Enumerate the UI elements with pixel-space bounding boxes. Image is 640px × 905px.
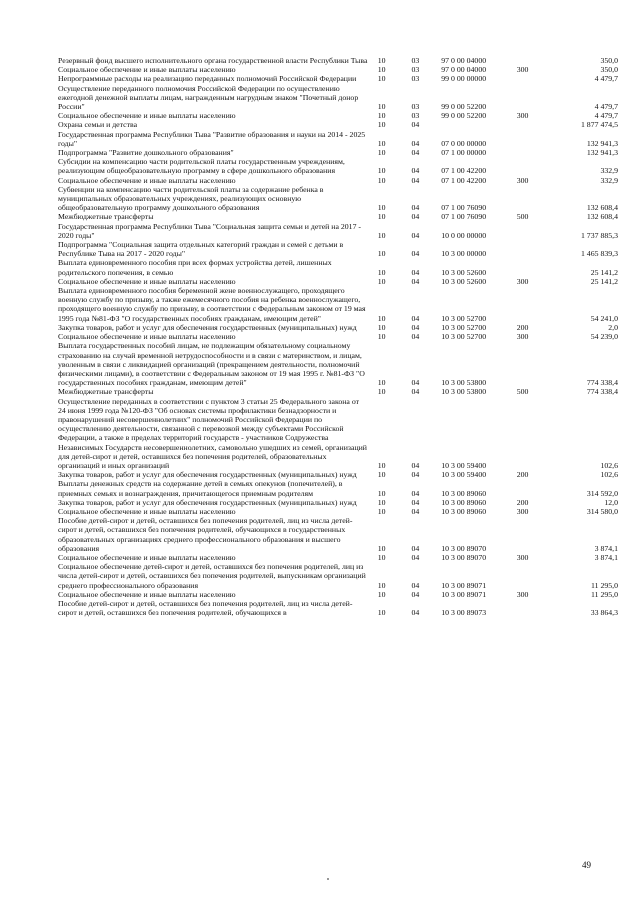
- table-row: [58, 120, 618, 129]
- row-amount: 3 874,1: [594, 543, 618, 553]
- table-row: [58, 599, 618, 617]
- row-name: Закупка товаров, работ и услуг для обеспечения государственных (муниципальных) нужд: [58, 322, 357, 332]
- row-target-article: 07 1 00 76090: [441, 212, 487, 222]
- row-target-article: 10 3 00 00000: [441, 249, 487, 259]
- table-row: [58, 553, 618, 562]
- row-section: 10: [377, 378, 386, 388]
- row-name: Охрана семьи и детства: [58, 120, 138, 130]
- table-row: [58, 185, 618, 213]
- row-name: Межбюджетные трансферты: [58, 212, 154, 222]
- row-amount: 25 141,2: [590, 276, 618, 286]
- row-section: 10: [377, 102, 386, 112]
- row-section: 10: [377, 212, 386, 222]
- table-row: [58, 148, 618, 157]
- row-section: 10: [377, 488, 386, 498]
- row-amount: 132 941,3: [586, 148, 618, 158]
- row-section: 10: [377, 148, 386, 158]
- row-subsection: 04: [411, 249, 420, 259]
- row-target-article: 07 1 00 42200: [441, 166, 487, 176]
- row-amount: 54 241,0: [590, 313, 618, 323]
- row-amount: 11 295,0: [591, 589, 618, 599]
- row-target-article: 10 3 00 89060: [441, 488, 487, 498]
- row-section: 10: [377, 56, 386, 65]
- row-amount: 132 941,3: [586, 138, 618, 148]
- row-subsection: 04: [411, 580, 420, 590]
- row-amount: 3 874,1: [594, 552, 618, 562]
- row-amount: 132 608,4: [586, 212, 618, 222]
- row-subsection: 04: [411, 276, 420, 286]
- row-subsection: 04: [411, 230, 420, 240]
- table-row: [58, 277, 618, 286]
- row-amount: 4 479,7: [594, 111, 618, 121]
- row-subsection: 04: [411, 497, 420, 507]
- row-amount: 54 239,0: [590, 332, 618, 342]
- row-section: 10: [377, 580, 386, 590]
- row-target-article: 10 3 00 59400: [441, 470, 487, 480]
- row-target-article: 10 0 00 00000: [441, 230, 487, 240]
- table-row: [58, 176, 618, 185]
- row-amount: 314 580,0: [586, 506, 618, 516]
- row-target-article: 07 1 00 42200: [441, 175, 487, 185]
- row-name: Непрограммные расходы на реализацию переданных полномочий Российской Федерации: [58, 74, 357, 84]
- row-subsection: 03: [411, 102, 420, 112]
- row-subsection: 04: [411, 148, 420, 158]
- row-name: Осуществление переданного полномочия Российской Федерации по осуществлению ежегодной денежной выплаты лицам, награжденным нагрудным знаком "Почетный донор России": [58, 83, 359, 112]
- row-target-article: 10 3 00 89060: [441, 497, 487, 507]
- table-row: [58, 56, 618, 65]
- row-section: 10: [377, 249, 386, 259]
- table-row: [58, 111, 618, 120]
- row-amount: 12,0: [604, 497, 618, 507]
- row-target-article: 10 3 00 89070: [441, 552, 487, 562]
- row-expense-type: 200: [516, 322, 529, 332]
- row-target-article: 10 3 00 52600: [441, 267, 487, 277]
- row-expense-type: 300: [516, 506, 529, 516]
- row-amount: 1 737 885,3: [580, 230, 618, 240]
- row-section: 10: [377, 608, 386, 618]
- row-name: Социальное обеспечение и иные выплаты населению: [58, 276, 236, 286]
- row-name: Подпрограмма "Социальная защита отдельных категорий граждан и семей с детьми в Республике Тыва на 2017 - 2020 годы": [58, 240, 344, 259]
- table-row: [58, 74, 618, 83]
- row-target-article: 10 3 00 52600: [441, 276, 487, 286]
- row-target-article: 99 0 00 52200: [441, 111, 487, 121]
- row-subsection: 04: [411, 175, 420, 185]
- row-target-article: 10 3 00 52700: [441, 332, 487, 342]
- row-amount: 102,6: [600, 460, 618, 470]
- row-target-article: 10 3 00 89073: [441, 608, 487, 618]
- table-row: [58, 84, 618, 112]
- row-target-article: 10 3 00 53800: [441, 378, 487, 388]
- row-section: 10: [377, 111, 386, 121]
- row-target-article: 97 0 00 04000: [441, 65, 487, 75]
- row-name: Социальное обеспечение и иные выплаты населению: [58, 552, 236, 562]
- row-section: 10: [377, 203, 386, 213]
- row-amount: 102,6: [600, 470, 618, 480]
- row-section: 10: [377, 543, 386, 553]
- row-name: Социальное обеспечение и иные выплаты населению: [58, 65, 236, 75]
- row-subsection: 04: [411, 387, 420, 397]
- row-amount: 132 608,4: [586, 203, 618, 213]
- row-section: 10: [377, 387, 386, 397]
- table-row: [58, 397, 618, 471]
- row-subsection: 03: [411, 56, 420, 65]
- table-row: [58, 590, 618, 599]
- row-subsection: 04: [411, 378, 420, 388]
- row-target-article: 07 1 00 00000: [441, 148, 487, 158]
- table-row: [58, 258, 618, 276]
- row-section: 10: [377, 322, 386, 332]
- row-name: Осуществление переданных в соответствии с пунктом 3 статьи 25 Федерального закона от 24 июня 1999 года №120-ФЗ "Об основах системы профилактики безнадзорности и правонарушений несовершеннолетних" полномочий Российской Федерации по осуществлению деятельности, связанной с перевозкой между субъектами Российской Федерации, а также в пределах территорий государств - участников Содружества Независимых Государств несовершеннолетних, самовольно ушедших из семей, организаций для детей-сирот и детей, оставшихся без попечения родителей, образовательных организаций и иных организаций: [58, 396, 367, 470]
- row-section: 10: [377, 120, 386, 130]
- row-amount: 314 592,0: [586, 488, 618, 498]
- row-target-article: 97 0 00 04000: [441, 56, 487, 65]
- row-section: 10: [377, 138, 386, 148]
- row-subsection: 04: [411, 470, 420, 480]
- row-amount: 4 479,7: [594, 74, 618, 84]
- row-amount: 350,0: [600, 56, 618, 65]
- row-target-article: 99 0 00 00000: [441, 74, 487, 84]
- row-amount: 33 864,3: [590, 608, 618, 618]
- row-name: Резервный фонд высшего исполнительного органа государственной власти Республики Тыва: [58, 56, 368, 65]
- row-expense-type: 300: [516, 65, 529, 75]
- row-subsection: 04: [411, 313, 420, 323]
- row-name: Социальное обеспечение детей-сирот и детей, оставшихся без попечения родителей, лиц из числа детей-сирот и детей, оставшихся без попечения родителей, выпускникам организаций среднего профессионального образования: [58, 562, 366, 590]
- row-expense-type: 500: [516, 387, 529, 397]
- row-amount: 774 338,4: [586, 387, 618, 397]
- row-subsection: 04: [411, 166, 420, 176]
- row-amount: 774 338,4: [586, 378, 618, 388]
- row-section: 10: [377, 506, 386, 516]
- row-name: Закупка товаров, работ и услуг для обеспечения государственных (муниципальных) нужд: [58, 470, 357, 480]
- table-row: [58, 240, 618, 258]
- row-name: Пособие детей-сирот и детей, оставшихся без попечения родителей, лиц из числа детей-сирот и детей, оставшихся без попечения родителей, обучающихся в государственных образовательных организациях среднего профессионального образования и высшего образования: [58, 516, 353, 553]
- row-name: Социальное обеспечение и иные выплаты населению: [58, 506, 236, 516]
- table-row: [58, 323, 618, 332]
- row-section: 10: [377, 65, 386, 75]
- row-name: Межбюджетные трансферты: [58, 387, 154, 397]
- table-row: [58, 562, 618, 590]
- row-section: 10: [377, 470, 386, 480]
- row-name: Социальное обеспечение и иные выплаты населению: [58, 175, 236, 185]
- row-subsection: 04: [411, 120, 420, 130]
- table-row: [58, 507, 618, 516]
- table-row: [58, 157, 618, 175]
- row-amount: 350,0: [600, 65, 618, 75]
- row-amount: 332,9: [600, 175, 618, 185]
- row-name: Государственная программа Республики Тыва "Социальная защита семьи и детей на 2017 - 2020 годы": [58, 221, 362, 240]
- page-number: 49: [582, 860, 591, 870]
- row-section: 10: [377, 460, 386, 470]
- row-expense-type: 500: [516, 212, 529, 222]
- row-amount: 25 141,2: [590, 267, 618, 277]
- row-name: Социальное обеспечение и иные выплаты населению: [58, 589, 236, 599]
- row-subsection: 04: [411, 488, 420, 498]
- row-target-article: 10 3 00 52700: [441, 313, 487, 323]
- row-subsection: 04: [411, 506, 420, 516]
- row-subsection: 03: [411, 65, 420, 75]
- row-subsection: 04: [411, 589, 420, 599]
- row-name: Закупка товаров, работ и услуг для обеспечения государственных (муниципальных) нужд: [58, 497, 357, 507]
- row-expense-type: 300: [516, 175, 529, 185]
- row-amount: 1 877 474,5: [580, 120, 618, 130]
- row-name: Выплата единовременного пособия беременной жене военнослужащего, проходящего военную службу по призыву, а также ежемесячного пособия на ребенка военнослужащего, проходящего военную службу по призыву, в соответствии с Федеральным законом от 19 мая 1995 года №81-ФЗ "О государственных пособиях гражданам, имеющим детей": [58, 286, 366, 323]
- row-subsection: 04: [411, 322, 420, 332]
- row-target-article: 10 3 00 89071: [441, 580, 487, 590]
- row-target-article: 10 3 00 52700: [441, 322, 487, 332]
- row-section: 10: [377, 74, 386, 84]
- row-expense-type: 300: [516, 552, 529, 562]
- row-section: 10: [377, 230, 386, 240]
- row-expense-type: 300: [516, 589, 529, 599]
- table-row: [58, 387, 618, 396]
- row-target-article: 10 3 00 89070: [441, 543, 487, 553]
- table-row: [58, 479, 618, 497]
- row-expense-type: 300: [516, 111, 529, 121]
- row-amount: 4 479,7: [594, 102, 618, 112]
- table-row: [58, 516, 618, 553]
- row-subsection: 04: [411, 267, 420, 277]
- row-section: 10: [377, 589, 386, 599]
- row-name: Пособие детей-сирот и детей, оставшихся без попечения родителей, лиц из числа детей-сирот и детей, оставшихся без попечения родителей, обучающихся в: [58, 598, 353, 618]
- table-row: [58, 130, 618, 148]
- budget-table: [58, 56, 618, 617]
- row-subsection: 03: [411, 74, 420, 84]
- row-section: 10: [377, 166, 386, 176]
- row-section: 10: [377, 267, 386, 277]
- row-amount: 11 295,0: [591, 580, 618, 590]
- scan-speck: [327, 878, 329, 880]
- row-subsection: 04: [411, 212, 420, 222]
- row-target-article: 10 3 00 89060: [441, 506, 487, 516]
- row-expense-type: 200: [516, 497, 529, 507]
- table-row: [58, 212, 618, 221]
- table-row: [58, 332, 618, 341]
- row-target-article: 07 0 00 00000: [441, 138, 487, 148]
- row-name: Выплаты денежных средств на содержание детей в семьях опекунов (попечителей), в приемных семьях и вознаграждения, причитающегося приемным родителям: [58, 479, 343, 498]
- row-amount: 1 465 839,3: [580, 249, 618, 259]
- row-name: Субсидии на компенсацию части родительской платы государственным учреждениям, реализующим общеобразовательную программу в сфере дошкольного образования: [58, 157, 345, 176]
- table-row: [58, 286, 618, 323]
- table-row: [58, 222, 618, 240]
- row-section: 10: [377, 276, 386, 286]
- row-name: Выплата государственных пособий лицам, не подлежащим обязательному социальному страхованию на случай временной нетрудоспособности и в связи с материнством, и лицам, уволенным в связи с ликвидацией организаций (прекращением деятельности, полномочий физическими лицами), в соответствии с Федеральным законом от 19 мая 1995 г. №81-ФЗ "О государственных пособиях гражданам, имеющим детей": [58, 341, 365, 388]
- row-expense-type: 300: [516, 276, 529, 286]
- row-target-article: 07 1 00 76090: [441, 203, 487, 213]
- row-subsection: 04: [411, 203, 420, 213]
- row-section: 10: [377, 332, 386, 342]
- row-name: Подпрограмма "Развитие дошкольного образования": [58, 148, 234, 158]
- row-subsection: 04: [411, 552, 420, 562]
- row-section: 10: [377, 552, 386, 562]
- row-subsection: 04: [411, 138, 420, 148]
- table-row: [58, 65, 618, 74]
- table-row: [58, 470, 618, 479]
- row-subsection: 04: [411, 460, 420, 470]
- row-subsection: 04: [411, 543, 420, 553]
- row-name: Субвенции на компенсацию части родительской платы за содержание ребенка в муниципальных образовательных учреждениях, реализующих основную общеобразовательную программу дошкольного образования: [58, 184, 324, 213]
- row-section: 10: [377, 175, 386, 185]
- row-expense-type: 300: [516, 332, 529, 342]
- table-row: [58, 341, 618, 387]
- row-target-article: 10 3 00 53800: [441, 387, 487, 397]
- row-name: Социальное обеспечение и иные выплаты населению: [58, 332, 236, 342]
- row-subsection: 04: [411, 332, 420, 342]
- row-target-article: 10 3 00 59400: [441, 460, 487, 470]
- row-target-article: 99 0 00 52200: [441, 102, 487, 112]
- row-amount: 2,0: [608, 322, 618, 332]
- row-subsection: 04: [411, 608, 420, 618]
- row-amount: 332,9: [600, 166, 618, 176]
- table-row: [58, 498, 618, 507]
- row-subsection: 03: [411, 111, 420, 121]
- row-section: 10: [377, 497, 386, 507]
- row-target-article: 10 3 00 89071: [441, 589, 487, 599]
- row-name: Выплата единовременного пособия при всех формах устройства детей, лишенных родительского попечения, в семью: [58, 258, 332, 277]
- row-name: Социальное обеспечение и иные выплаты населению: [58, 111, 236, 121]
- row-expense-type: 200: [516, 470, 529, 480]
- row-section: 10: [377, 313, 386, 323]
- row-name: Государственная программа Республики Тыва "Развитие образования и науки на 2014 - 2025 годы": [58, 129, 366, 148]
